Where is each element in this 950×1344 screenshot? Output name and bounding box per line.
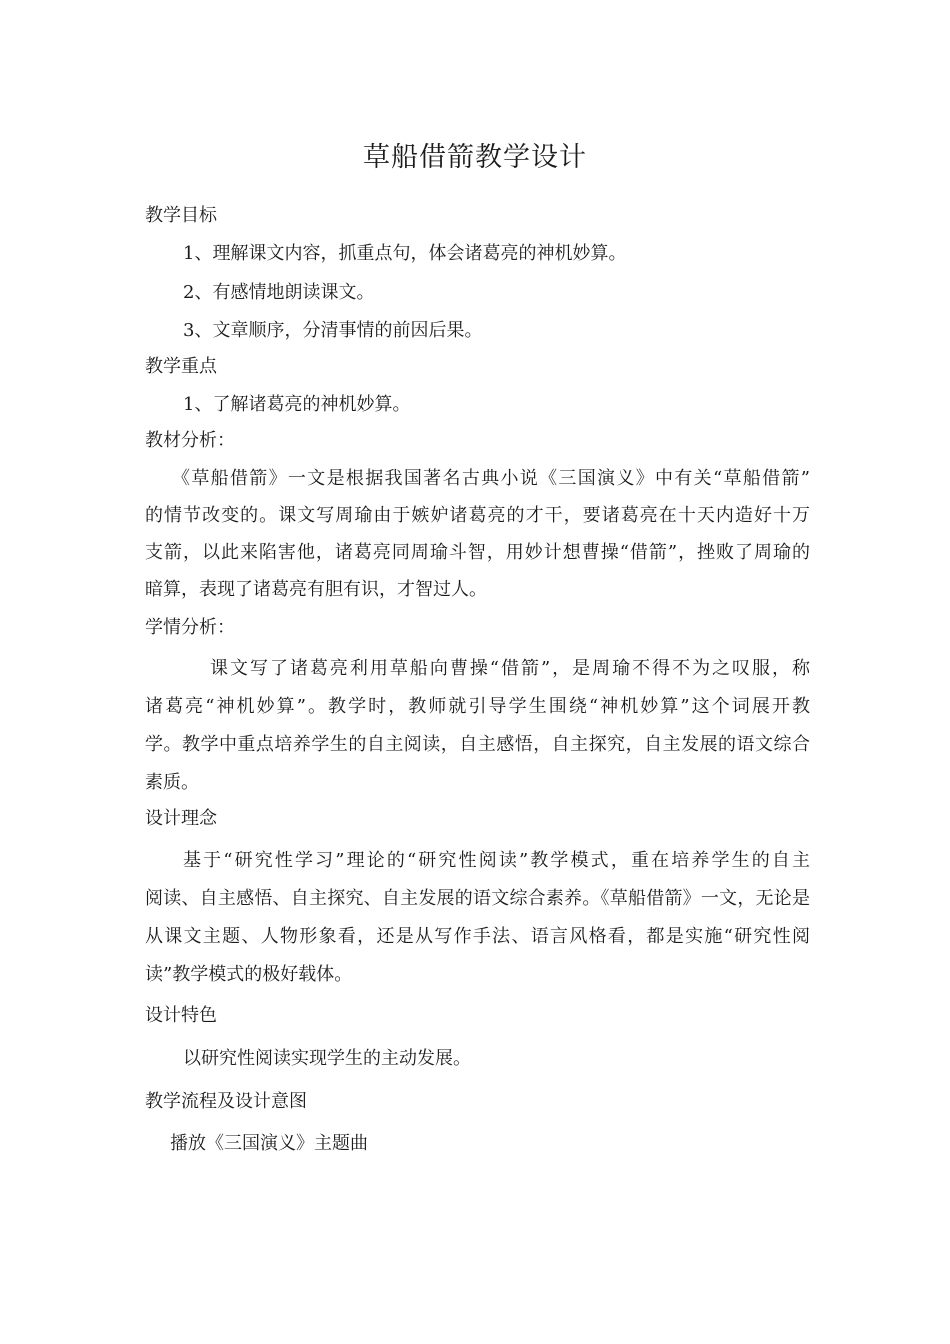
design-concept-line-4: 读”教学模式的极好载体。 — [145, 964, 353, 985]
student-analysis-line-1: 课文写了诸葛亮利用草船向曹操“借箭”，是周瑜不得不为之叹服，称 — [210, 658, 810, 679]
material-analysis-line-2: 的情节改变的。课文写周瑜由于嫉妒诸葛亮的才干，要诸葛亮在十天内造好十万 — [145, 505, 810, 526]
document-title: 草船借箭教学设计 — [363, 142, 587, 173]
design-concept-line-1: 基于“研究性学习”理论的“研究性阅读”教学模式，重在培养学生的自主 — [183, 850, 810, 871]
goal-item-2: 2、有感情地朗读课文。 — [183, 282, 375, 303]
material-analysis-line-4: 暗算，表现了诸葛亮有胆有识，才智过人。 — [145, 579, 487, 600]
student-analysis-line-4: 素质。 — [145, 772, 199, 793]
goal-item-1: 1、理解课文内容，抓重点句，体会诸葛亮的神机妙算。 — [183, 243, 627, 264]
student-analysis-line-2: 诸葛亮“神机妙算”。教学时，教师就引导学生围绕“神机妙算”这个词展开教 — [145, 696, 810, 717]
section-heading-student-analysis: 学情分析： — [145, 617, 235, 638]
student-analysis-line-3: 学。教学中重点培养学生的自主阅读，自主感悟，自主探究，自主发展的语文综合 — [145, 734, 810, 755]
key-point-item-1: 1、了解诸葛亮的神机妙算。 — [183, 394, 411, 415]
goal-item-3: 3、文章顺序，分清事情的前因后果。 — [183, 320, 483, 341]
material-analysis-line-3: 支箭，以此来陷害他，诸葛亮同周瑜斗智，用妙计想曹操“借箭”，挫败了周瑜的 — [145, 542, 810, 563]
section-heading-goals: 教学目标 — [145, 205, 217, 226]
section-heading-design-concept: 设计理念 — [145, 808, 217, 829]
section-heading-material-analysis: 教材分析： — [145, 430, 235, 451]
design-concept-line-3: 从课文主题、人物形象看，还是从写作手法、语言风格看，都是实施“研究性阅 — [145, 926, 810, 947]
design-concept-line-2: 阅读、自主感悟、自主探究、自主发展的语文综合素养。《草船借箭》一文，无论是 — [145, 888, 810, 909]
process-line-1: 播放《三国演义》主题曲 — [170, 1133, 368, 1154]
section-heading-key-points: 教学重点 — [145, 356, 217, 377]
design-features-line-1: 以研究性阅读实现学生的主动发展。 — [183, 1048, 471, 1069]
section-heading-design-features: 设计特色 — [145, 1005, 217, 1026]
section-heading-process: 教学流程及设计意图 — [145, 1091, 307, 1112]
material-analysis-line-1: 《草船借箭》一文是根据我国著名古典小说《三国演义》中有关“草船借箭” — [172, 468, 810, 489]
